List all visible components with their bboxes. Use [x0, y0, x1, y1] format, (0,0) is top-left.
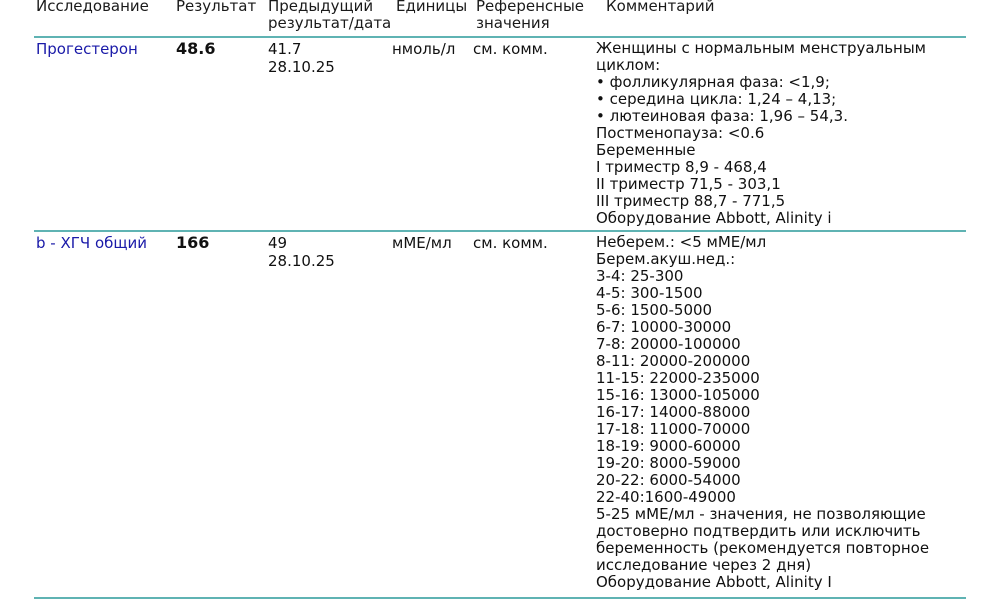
comment-line: III триместр 88,7 - 771,5: [596, 192, 786, 210]
header-reference-line2: значения: [476, 14, 550, 32]
previous-result: [268, 40, 335, 76]
comment-line: 7-8: 20000-100000: [596, 335, 741, 353]
comment-line: 22-40:1600-49000: [596, 488, 736, 506]
comment-line: 19-20: 8000-59000: [596, 454, 741, 472]
comment-line: 4-5: 300-1500: [596, 284, 703, 302]
previous-result: [268, 234, 335, 270]
comment-line: 5-25 мМЕ/мл - значения, не позволяющие: [596, 505, 926, 523]
comment-line: Оборудование Abbott, Alinity I: [596, 573, 832, 591]
header-reference-line1: Референсные: [476, 0, 585, 15]
table-bottom-divider: [34, 597, 966, 599]
reference-values: см. комм.: [473, 234, 548, 252]
comment-line: беременность (рекомендуется повторное: [596, 539, 930, 557]
comment-line: 16-17: 14000-88000: [596, 403, 751, 421]
comment-line: Неберем.: <5 мМЕ/мл: [596, 233, 767, 251]
comment-line: Женщины с нормальным менструальным: [596, 39, 926, 57]
header-reference: [476, 0, 584, 32]
comment-line: циклом:: [596, 56, 661, 74]
test-name: b - ХГЧ общий: [36, 234, 147, 252]
comment-line: Постменопауза: <0.6: [596, 124, 765, 142]
previous-date: 28.10.25: [268, 58, 335, 76]
comment-line: 17-18: 11000-70000: [596, 420, 751, 438]
comment-line: I триместр 8,9 - 468,4: [596, 158, 767, 176]
reference-values: см. комм.: [473, 40, 548, 58]
test-name: Прогестерон: [36, 40, 138, 58]
header-test: Исследование: [36, 0, 149, 15]
comment-line: • середина цикла: 1,24 – 4,13;: [596, 90, 837, 108]
comment-line: • фолликулярная фаза: <1,9;: [596, 73, 830, 91]
comment-line: 8-11: 20000-200000: [596, 352, 751, 370]
comment-line: достоверно подтвердить или исключить: [596, 522, 921, 540]
test-result: 48.6: [176, 39, 216, 58]
comment-line: Оборудование Abbott, Alinity i: [596, 209, 832, 227]
previous-value: 41.7: [268, 40, 302, 58]
comment-line: 15-16: 13000-105000: [596, 386, 760, 404]
comment-line: 6-7: 10000-30000: [596, 318, 732, 336]
comment-line: 3-4: 25-300: [596, 267, 684, 285]
header-result: Результат: [176, 0, 257, 15]
previous-value: 49: [268, 234, 288, 252]
header-previous: [268, 0, 391, 32]
comment-line: • лютеиновая фаза: 1,96 – 54,3.: [596, 107, 848, 125]
comment-line: 5-6: 1500-5000: [596, 301, 713, 319]
header-units: Единицы: [396, 0, 468, 15]
comment-line: 11-15: 22000-235000: [596, 369, 760, 387]
test-result: 166: [176, 233, 210, 252]
table-header: [0, 0, 1000, 36]
comment-line: II триместр 71,5 - 303,1: [596, 175, 781, 193]
comment-line: исследование через 2 дня): [596, 556, 812, 574]
comment: [596, 40, 976, 227]
comment-line: 20-22: 6000-54000: [596, 471, 741, 489]
comment-line: Беременные: [596, 141, 696, 159]
comment: [596, 234, 976, 591]
header-divider: [34, 36, 966, 38]
units: нмоль/л: [392, 40, 456, 58]
comment-line: Берем.акуш.нед.:: [596, 250, 736, 268]
row-divider: [34, 230, 966, 232]
header-comment: Комментарий: [606, 0, 715, 15]
header-previous-line2: результат/дата: [268, 14, 392, 32]
units: мМЕ/мл: [392, 234, 452, 252]
comment-line: 18-19: 9000-60000: [596, 437, 741, 455]
header-previous-line1: Предыдущий: [268, 0, 374, 15]
previous-date: 28.10.25: [268, 252, 335, 270]
